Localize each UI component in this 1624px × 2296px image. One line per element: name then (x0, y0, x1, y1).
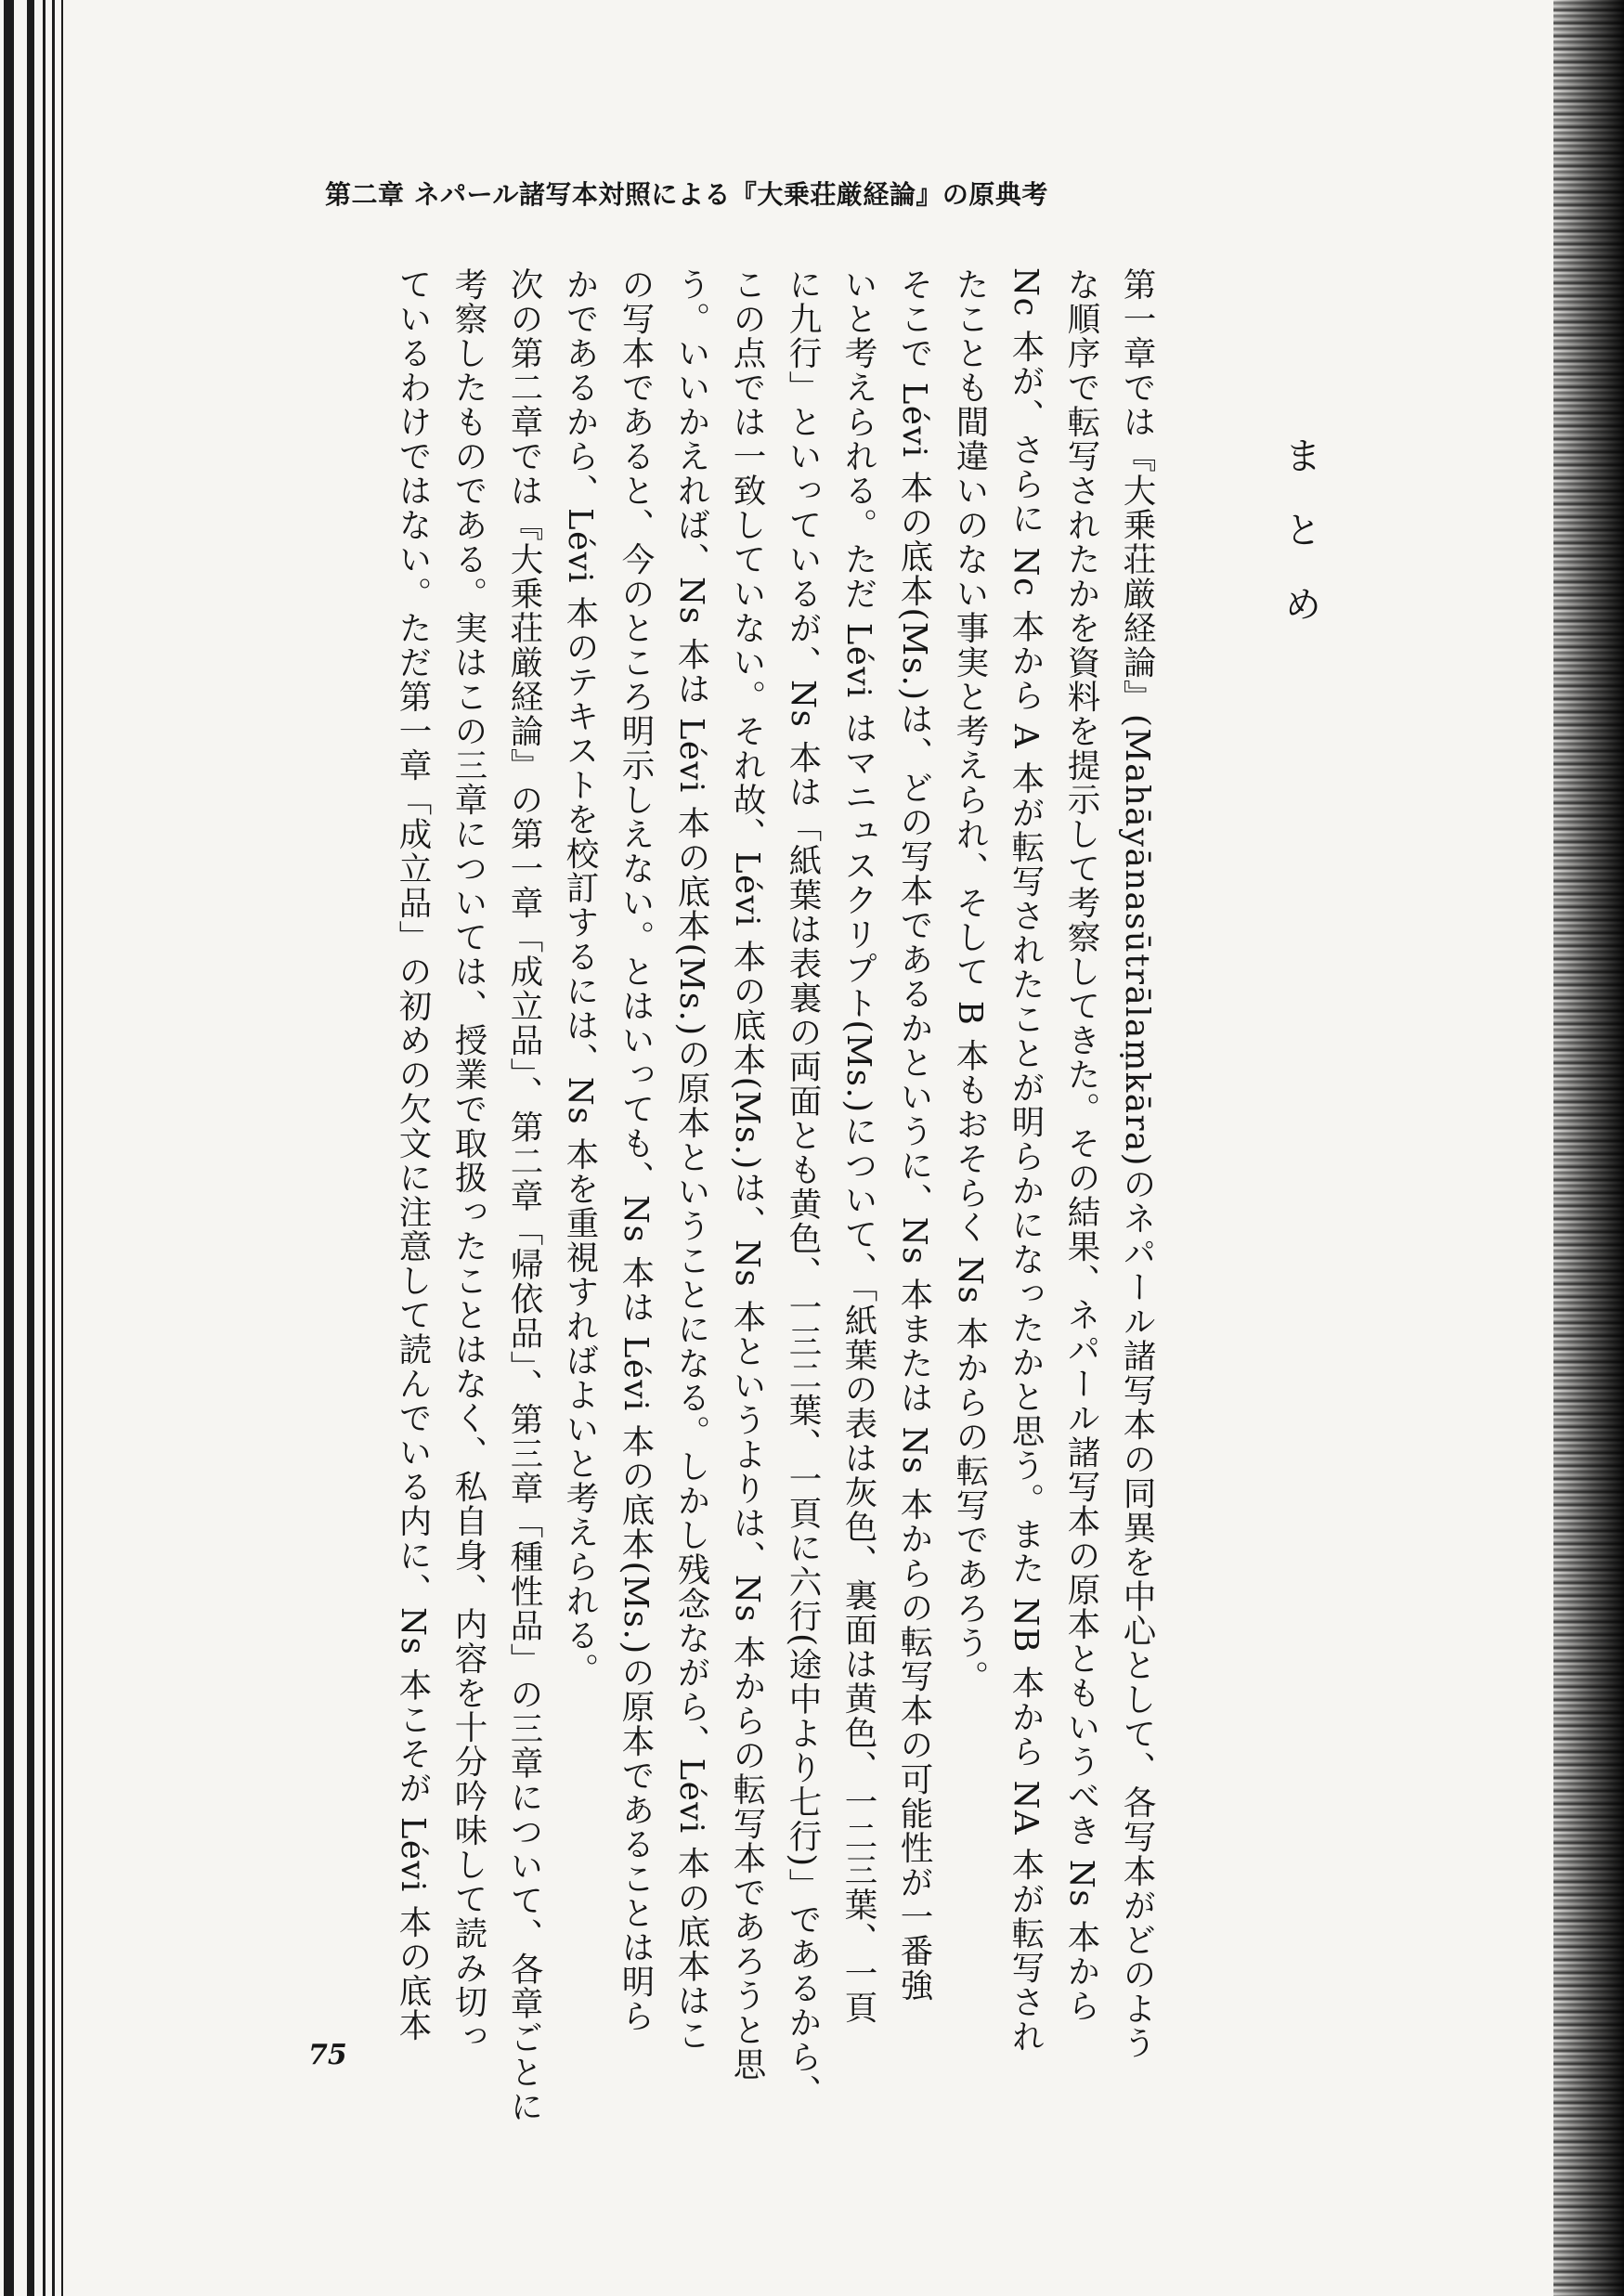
body-line: そこで Lévi 本の底本(Ms.)は、どの写本であるかというに、Ns 本または Ns 本からの転写本の可能性が一番強 (895, 267, 933, 2003)
binding-edge-line (61, 0, 63, 2296)
page-number: 75 (308, 2039, 347, 2071)
section-title: まとめ (1279, 436, 1321, 659)
body-line: Nc 本が、さらに Nc 本から A 本が転写されたことが明らかになったかと思う。また NB 本から NA 本が転写され (1007, 267, 1045, 2054)
binding-edge-line (27, 0, 34, 2296)
running-head: 第二章 ネパール諸写本対照による『大乗荘厳経論』の原典考 (325, 179, 1048, 210)
body-line: いと考えられる。ただ Lévi はマニュスクリプト(Ms.)について、「紙葉の表は灰色、裏面は黄色、一二三葉、一頁 (839, 267, 877, 2025)
body-line: 次の第二章では『大乗荘厳経論』の第一章「成立品」、第二章「帰依品」、第三章「種性品」の三章について、各章ごとに (505, 267, 543, 2124)
body-line: 第一章では『大乗荘厳経論』(Mahāyānasūtrālaṃkāra)のネパール諸写本の同異を中心として、各写本がどのよう (1118, 267, 1156, 2060)
binding-edge-line (4, 0, 14, 2296)
body-line: この点では一致していない。それ故、Lévi 本の底本(Ms.)は、Ns 本というよりは、Ns 本からの転写本であろうと思 (728, 267, 766, 2082)
body-line: かであるから、Lévi 本のテキストを校訂するには、Ns 本を重視すればよいと考えられる。 (561, 267, 599, 1687)
binding-edge-line (43, 0, 45, 2296)
body-line: に九行」といっているが、Ns 本は「紙葉は表裏の両面とも黄色、一三二葉、一頁に六行(途中より七行)」であるから、 (784, 267, 822, 2108)
scan-edge-shadow (1553, 0, 1624, 2296)
body-line: の写本であると、今のところ明示しえない。とはいっても、Ns 本は Lévi 本の底本(Ms.)の原本であることは明ら (617, 267, 655, 2033)
body-line: ているわけではない。ただ第一章「成立品」の初めの欠文に注意して読んでいる内に、Ns 本こそが Lévi 本の底本 (394, 267, 432, 2043)
body-line: 考察したものである。実はこの三章については、授業で取扱ったことはなく、私自身、内容を十分吟味して読み切っ (449, 267, 487, 2054)
body-text (384, 267, 1164, 2124)
body-line: う。いいかえれば、Ns 本は Lévi 本の底本(Ms.)の原本ということになる。しかし残念ながら、Lévi 本の底本はこ (672, 267, 710, 2053)
body-line: たことも間違いのない事実と考えられ、そして B 本もおそらく Ns 本からの転写であろう。 (951, 267, 989, 1695)
binding-edge-line (52, 0, 55, 2296)
body-line: な順序で転写されたかを資料を提示して考察してきた。その結果、ネパール諸写本の原本ともいうべき Ns 本から (1062, 267, 1100, 2023)
